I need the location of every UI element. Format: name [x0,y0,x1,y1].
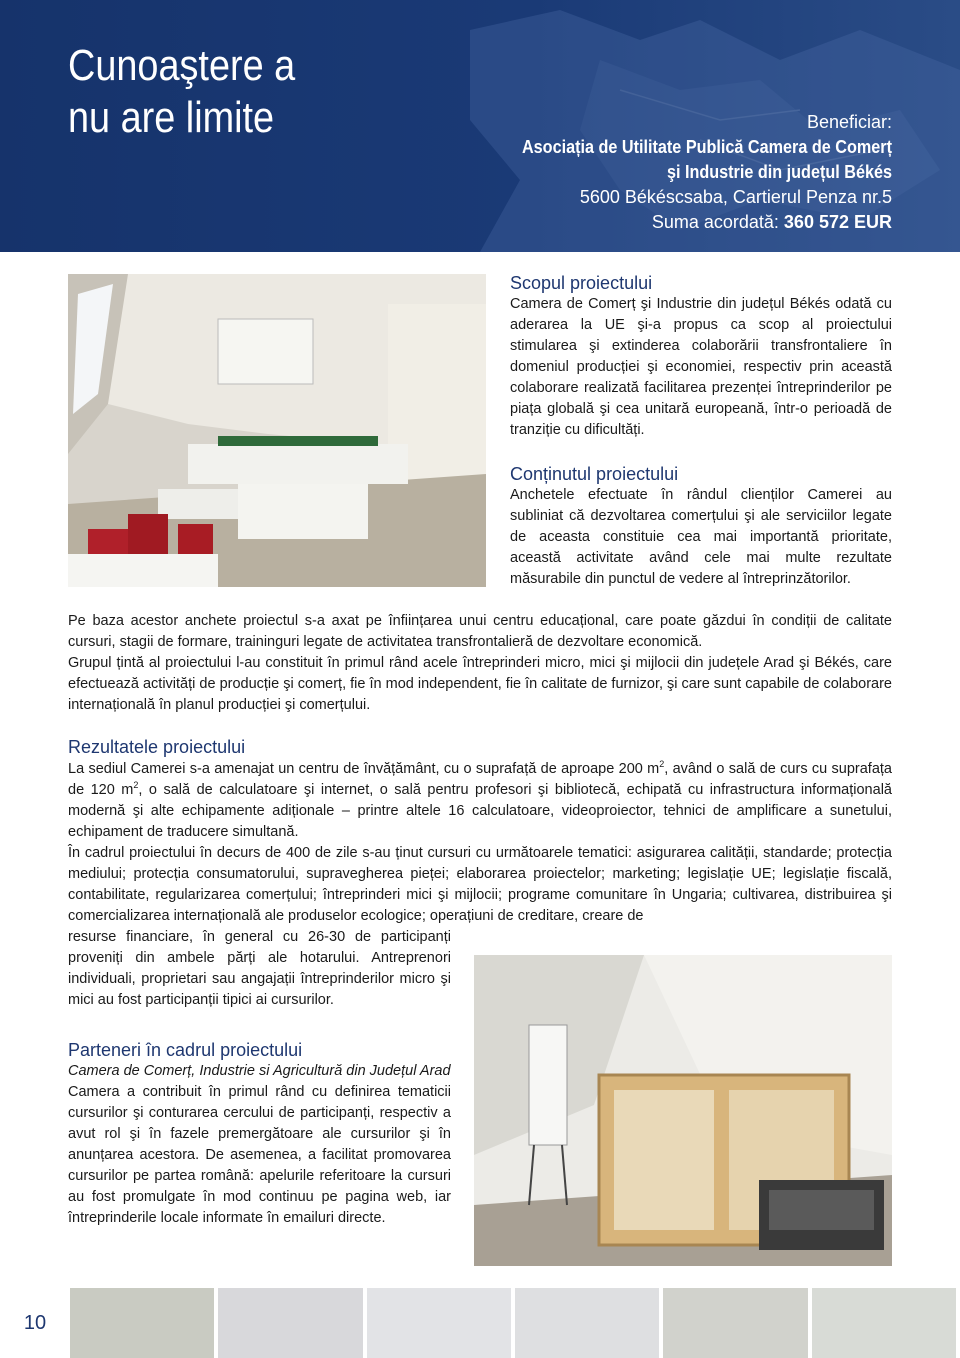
partners-text: Camera a contribuit în primul rând cu definirea tematicii cursurilor şi conturarea cercului de participanți, respectiv a avut rol şi în fazele premergătoare ale cursurilor şi în anunțarea acestora. De asemenea, a facilitat promovarea cursurilor pe partea română: apelurile referitoare la cursuri au fost promulgate în mod continuu pe pagina web, iar întreprinderile locale informate în emailuri directe. [68,1084,451,1226]
beneficiary-label: Beneficiar: [806,112,892,132]
results-paragraph-1 [68,759,892,843]
footer-thumb [663,1288,811,1358]
footer [0,1288,960,1358]
beneficiary-block [372,110,892,235]
content-text-full [68,611,892,716]
scope-heading: Scopul proiectului [510,273,653,293]
footer-thumb [515,1288,663,1358]
page-number: 10 [23,1312,47,1334]
beneficiary-org-line-1: Asociația de Utilitate Publică Camera de Comerț [521,137,892,157]
footer-photo-strip [70,1288,960,1358]
sum-label: Suma acordată: [651,212,779,232]
footer-thumb [218,1288,366,1358]
content-paragraph-2: Grupul țintă al proiectului l-au constituit în primul rând acele întreprinderi micro, mici şi mijlocii din județele Arad şi Békés, care efectuează activități de producție şi comerț, fie în mod independent, fie în calitate de furnizor, şi care sunt capabile de colaborare internațională în planul producției şi comerțului. [68,655,892,713]
footer-thumb [812,1288,960,1358]
beneficiary-address: 5600 Békéscsaba, Cartierul Penza nr.5 [579,187,892,207]
header-banner [0,0,960,252]
results-p1-part-b: , având o sală de curs cu suprafața de 120 m [68,761,892,798]
results-p1-part-c: , o sală de calculatoare şi internet, o sală pentru profesori şi bibliotecă, echipată cu infrastructura informațională modernă şi alte echipamente adiționale – printre altele 16 calculatoare, videoproiector, tehnici de amplificare a sunetului, echipament de traducere simultană. [68,782,892,840]
grant-sum [372,210,892,235]
results-p1-part-a: La sediul Camerei s-a amenajat un centru de învățământ, cu o suprafață de aproape 200 m [68,761,660,777]
sum-value: 360 572 EUR [783,212,892,232]
results-paragraph-2-continued: resurse financiare, în general cu 26-30 de participanți proveniți din ambele părți ale hotarului. Antreprenori individuali, proprietari sau angajații întreprinderilor micro şi mici au fost participanții tipici ai cursurilor. [68,929,451,1008]
partners-block [68,1061,451,1229]
results-heading: Rezultatele proiectului [68,737,246,757]
partner-name: Camera de Comerț, Industrie si Agricultură din Județul Arad [68,1063,451,1079]
partners-heading: Parteneri în cadrul proiectului [68,1040,303,1060]
results-p1-sup-2: 2 [133,780,139,791]
content-paragraph-1: Pe baza acestor anchete proiectul s-a axat pe înființarea unui centru educațional, care poate găzdui în condiții de calitate cursuri, stagii de formare, traininguri legate de activitatea transfrontalieră de dezvoltare economică. [68,613,892,650]
beneficiary-org-line-2: şi Industrie din județul Békés [666,162,892,182]
results-paragraph-2: În cadrul proiectului în decurs de 400 de zile s-au ținut cursuri cu următoarele tematici: asigurarea calității, standarde; protecția mediului; protecția consumatorului, supravegherea pieței; elaborarea proiectelor; marketing; legislație UE; legislație fiscală, contabilitate, regularizarea comerțului; întreprinderi mici şi mijlocii; programe comunitare în Ungaria; cultivarea, distribuirea şi comercializarea internațională ale produselor ecologice; operațiuni de creditare, creare de [68,845,892,924]
page-title [68,40,378,144]
title-line-1: Cunoaştere a [68,41,296,90]
footer-thumb [367,1288,515,1358]
results-text [68,759,892,927]
classroom-photo [68,274,486,587]
title-line-2: nu are limite [68,93,275,142]
scope-text: Camera de Comerț şi Industrie din județul Békés odată cu aderarea la UE şi-a propus ca scop al proiectului stimularea şi extinderea colaborării transfrontaliere în domeniul producției şi economiei, respectiv prin această colaborare realizată facilitarea prezenței întreprinderilor pe piața globală şi cea unitară europeană, într-o perioadă de tranziție cu dificultăți. [510,296,892,438]
content-heading: Conținutul proiectului [510,464,679,484]
content-text-column: Anchetele efectuate în rândul clienților Camerei au subliniat că dezvoltarea comerțului şi ale serviciilor legate de aceasta constituie cea mai importantă prioritate, această activitate având cele mai multe rezultate măsurabile din punctul de vedere al întreprinzătorilor. [510,487,892,587]
results-p1-sup-1: 2 [659,759,665,770]
footer-thumb [70,1288,218,1358]
interpreter-booth-photo [474,955,892,1266]
